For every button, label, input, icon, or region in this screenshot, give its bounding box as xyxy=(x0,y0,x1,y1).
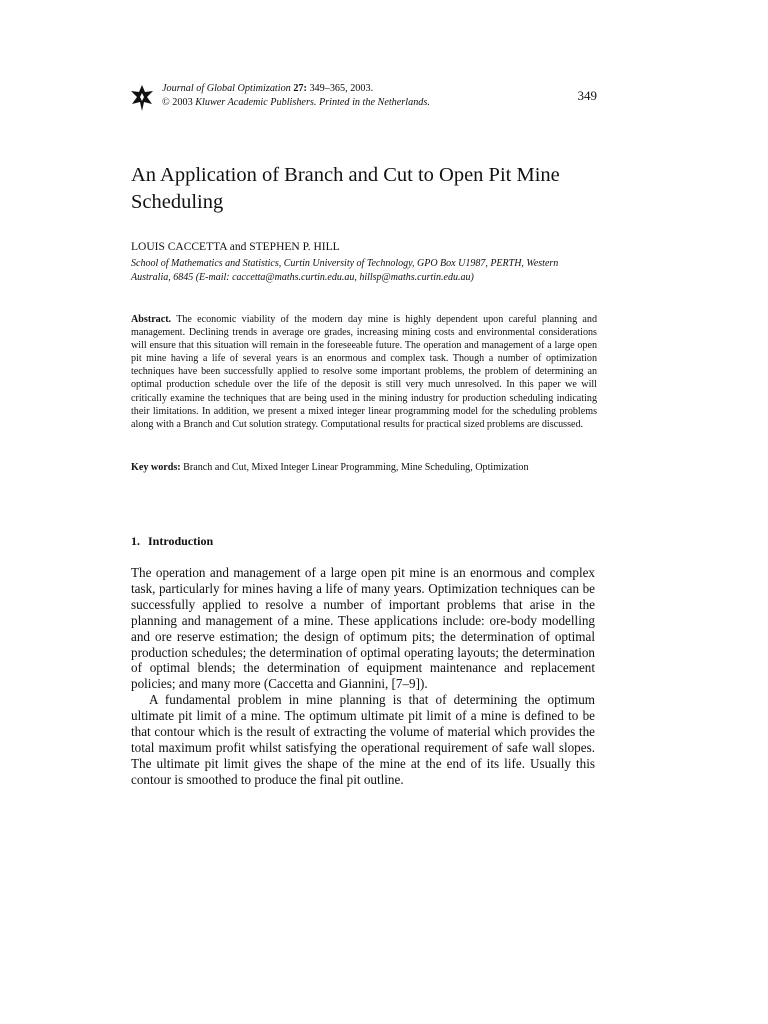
journal-line-2 xyxy=(162,96,430,110)
abstract-label: Abstract. xyxy=(131,314,172,325)
printed-location: Printed in the Netherlands. xyxy=(318,97,430,108)
journal-line-1 xyxy=(162,82,430,96)
introduction-paragraph-1: The operation and management of a large open pit mine is an enormous and complex task, particularly for mines having a life of many years. Optimization techniques can be successfully applied to resolve a number of important problems that arise in the planning and management of a mine. These applications include: ore-body modelling and ore reserve estimation; the design of optimum pits; the determination of optimal production schedules; the determination of optimal operating layouts; the determination of optimal blends; the determination of equipment maintenance and replacement policies; and many more (Caccetta and Giannini, [7–9]). xyxy=(131,565,595,692)
introduction-paragraph-2: A fundamental problem in mine planning is that of determining the optimum ultimate pit limit of a mine. The optimum ultimate pit limit of a mine is defined to be that contour which is the result of extracting the volume of material which provides the total maximum profit whilst satisfying the operational requirement of safe wall slopes. The ultimate pit limit gives the shape of the mine at the end of its life. Usually this contour is smoothed to produce the final pit outline. xyxy=(131,692,595,787)
abstract xyxy=(131,313,597,431)
journal-name: Journal of Global Optimization xyxy=(162,83,291,94)
journal-pages-year: 349–365, 2003. xyxy=(309,83,374,94)
section-title: Introduction xyxy=(148,534,214,548)
section-heading-introduction xyxy=(131,534,213,549)
paper-title: An Application of Branch and Cut to Open Pit Mine Scheduling xyxy=(131,164,560,213)
publisher-name: Kluwer Academic Publishers. xyxy=(195,97,317,108)
section-number: 1. xyxy=(131,534,140,548)
journal-volume: 27: xyxy=(293,83,307,94)
journal-header xyxy=(131,82,597,114)
copyright-symbol: © xyxy=(162,97,170,108)
journal-citation xyxy=(162,82,430,110)
abstract-text: The economic viability of the modern day mine is highly dependent upon careful planning and management. Declining trends in average ore grades, increasing mining costs and environmental considerations will ensure that this situation will remain in the foreseeable future. The operation and management of a large open pit mine having a life of several years is an enormous and complex task. Though a number of optimization techniques have been successfully applied to resolve some important problems, the problem of determining an optimal production schedule over the life of the deposit is still very much unresolved. In this paper we will critically examine the techniques that are being used in the mining industry for production scheduling indicating their limitations. In addition, we present a mixed integer linear programming model for the scheduling problems along with a Branch and Cut solution strategy. Computational results for practical sized problems are discussed. xyxy=(131,314,597,430)
keywords-label: Key words: xyxy=(131,462,181,473)
author-affiliation: School of Mathematics and Statistics, Curtin University of Technology, GPO Box U1987, PERTH, Western Australia, 6845 (E-mail: caccetta@maths.curtin.edu.au, hillsp@maths.curtin.edu.au) xyxy=(131,258,559,283)
copyright-year: 2003 xyxy=(172,97,193,108)
kluwer-logo-icon xyxy=(131,85,153,111)
keywords-text: Branch and Cut, Mixed Integer Linear Programming, Mine Scheduling, Optimization xyxy=(183,462,529,473)
page-number: 349 xyxy=(577,88,597,103)
introduction-body xyxy=(131,565,595,788)
paper-authors: LOUIS CACCETTA and STEPHEN P. HILL xyxy=(131,241,340,253)
keywords xyxy=(131,461,597,474)
